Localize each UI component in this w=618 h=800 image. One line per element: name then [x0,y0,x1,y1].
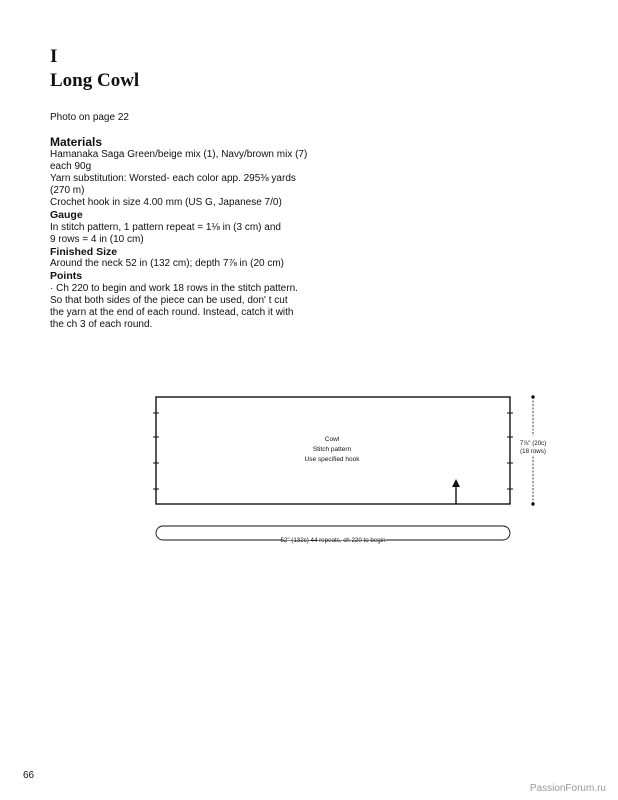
diagram-label-cowl: Cowl [324,436,340,443]
gauge-line: In stitch pattern, 1 pattern repeat = 1⅛ in (3 cm) and [50,221,281,233]
watermark: PassionForum.ru [529,783,606,794]
materials-line: Yarn substitution: Worsted- each color app. 295⅜ yards [50,173,296,184]
points-heading: Points [50,270,83,282]
height-label: 7⅞" (20c) [519,440,547,447]
points-line: the yarn at the end of each round. Instead, catch it with [50,306,294,318]
rows-label: (18 rows) [520,448,546,455]
photo-reference: Photo on page 22 [50,112,129,123]
points-line: · Ch 220 to begin and work 18 rows in the stitch pattern. [50,282,298,294]
diagram-label-hook: Use specified hook [304,456,360,463]
materials-line: Hamanaka Saga Green/beige mix (1), Navy/brown mix (7) [50,149,308,160]
pattern-letter: I [50,46,58,67]
materials-line: Crochet hook in size 4.00 mm (US G, Japanese 7/0) [50,197,282,208]
page-number: 66 [23,770,35,781]
width-label: 52" (132c) 44 repeats, ch 220 to begin [280,537,386,544]
gauge-line: 9 rows = 4 in (10 cm) [50,233,144,245]
pattern-title: Long Cowl [50,70,140,91]
points-line: the ch 3 of each round. [50,318,153,330]
diagram-label-stitch: Stitch pattern [312,446,352,453]
finished-size-line: Around the neck 52 in (132 cm); depth 7⅞ in (20 cm) [50,258,285,269]
direction-arrow-icon [452,479,460,504]
materials-line: each 90g [50,161,92,172]
finished-size-heading: Finished Size [50,245,118,258]
points-line: So that both sides of the piece can be used, don' t cut [50,294,288,306]
gauge-heading: Gauge [50,209,83,221]
materials-heading: Materials [50,135,103,149]
materials-line: (270 m) [50,185,85,196]
